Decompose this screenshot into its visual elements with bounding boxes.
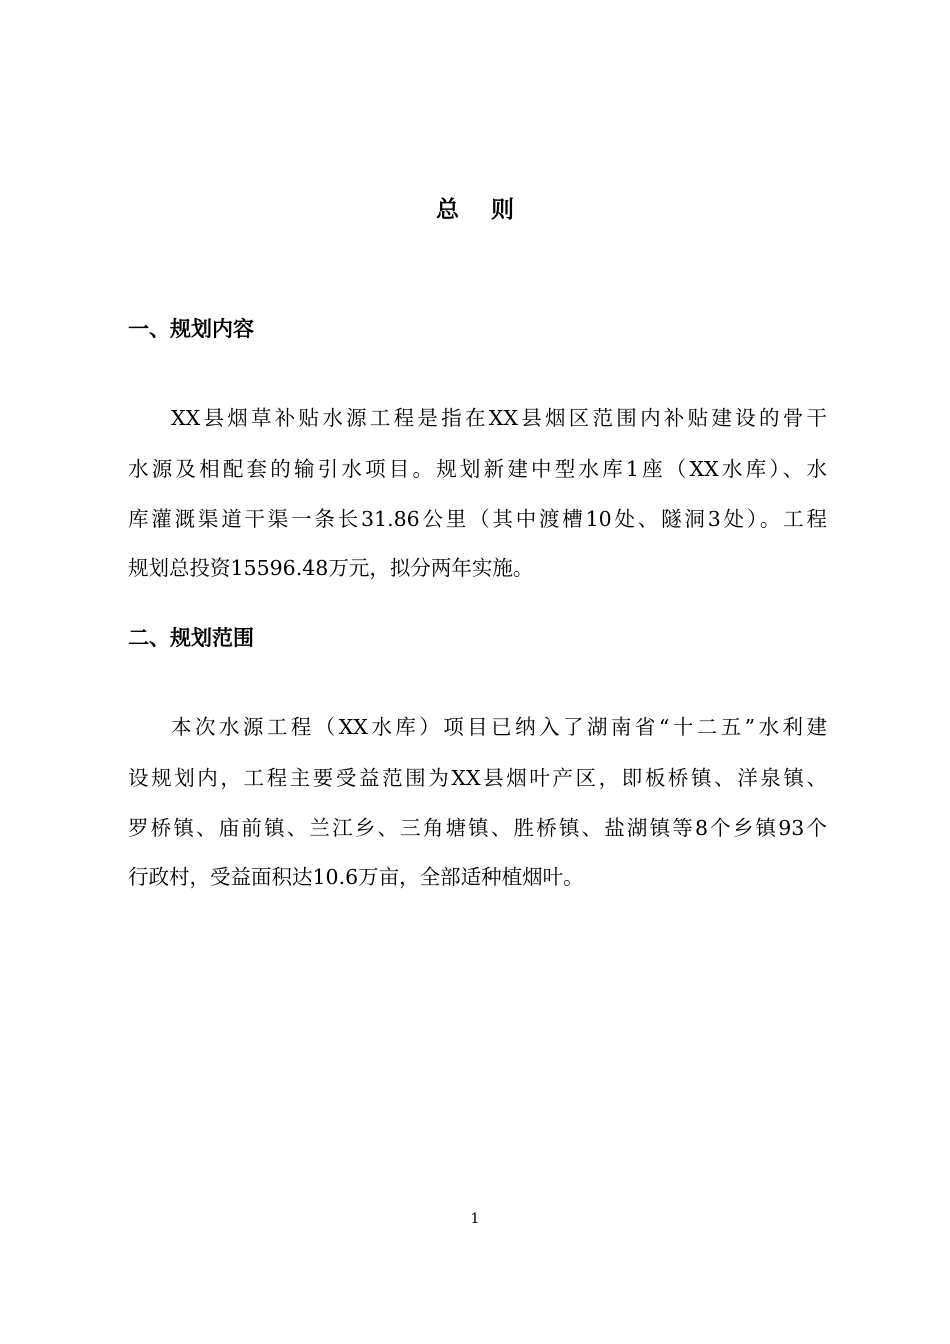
section-heading-planning-content: 一、规划内容 [128,317,254,341]
paragraph-line: 行政村，受益面积达10.6万亩，全部适种植烟叶。 [128,865,584,889]
paragraph-line: XX县烟草补贴水源工程是指在XX县烟区范围内补贴建设的骨干 [171,406,827,430]
paragraph-line: 设规划内，工程主要受益范围为XX县烟叶产区，即板桥镇、洋泉镇、 [128,766,827,790]
page-title: 总 则 [435,197,515,223]
paragraph-line: 罗桥镇、庙前镇、兰江乡、三角塘镇、胜桥镇、盐湖镇等8个乡镇93个 [128,816,827,840]
page-number: 1 [470,1211,480,1227]
paragraph-line: 规划总投资15596.48万元，拟分两年实施。 [128,556,534,580]
paragraph-line: 库灌溉渠道干渠一条长31.86公里（其中渡槽10处、隧洞3处）。工程 [128,507,827,531]
section-heading-planning-scope: 二、规划范围 [128,626,254,650]
paragraph-line: 本次水源工程（XX水库）项目已纳入了湖南省“十二五”水利建 [171,715,827,739]
paragraph-line: 水源及相配套的输引水项目。规划新建中型水库1座（XX水库）、水 [128,457,827,481]
